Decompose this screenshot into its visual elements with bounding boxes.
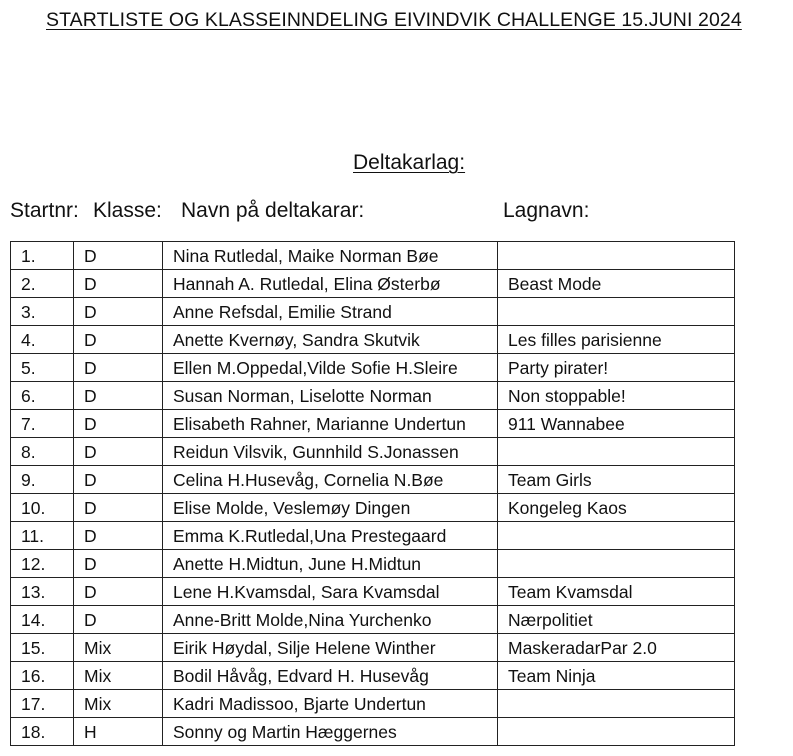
start-number-cell: 2. bbox=[11, 270, 74, 298]
class-cell: D bbox=[74, 550, 163, 578]
class-cell: D bbox=[74, 438, 163, 466]
start-list-table bbox=[10, 241, 735, 746]
table-row bbox=[11, 326, 735, 354]
participant-names-cell: Nina Rutledal, Maike Norman Bøe bbox=[163, 242, 498, 270]
table-row bbox=[11, 662, 735, 690]
team-name-cell: Party pirater! bbox=[498, 354, 735, 382]
participant-names-cell: Elise Molde, Veslemøy Dingen bbox=[163, 494, 498, 522]
start-number-cell: 17. bbox=[11, 690, 74, 718]
team-name-cell: Kongeleg Kaos bbox=[498, 494, 735, 522]
start-number-cell: 12. bbox=[11, 550, 74, 578]
team-name-cell: Team Kvamsdal bbox=[498, 578, 735, 606]
table-row bbox=[11, 354, 735, 382]
class-cell: D bbox=[74, 270, 163, 298]
table-row bbox=[11, 550, 735, 578]
class-cell: D bbox=[74, 354, 163, 382]
start-number-cell: 11. bbox=[11, 522, 74, 550]
start-number-cell: 4. bbox=[11, 326, 74, 354]
table-row bbox=[11, 242, 735, 270]
start-number-cell: 9. bbox=[11, 466, 74, 494]
class-cell: D bbox=[74, 410, 163, 438]
team-name-cell: Les filles parisienne bbox=[498, 326, 735, 354]
column-heading-lagnavn: Lagnavn: bbox=[503, 199, 590, 222]
participant-names-cell: Celina H.Husevåg, Cornelia N.Bøe bbox=[163, 466, 498, 494]
column-heading-navn: Navn på deltakarar: bbox=[181, 199, 365, 222]
class-cell: D bbox=[74, 466, 163, 494]
participant-names-cell: Ellen M.Oppedal,Vilde Sofie H.Sleire bbox=[163, 354, 498, 382]
participant-names-cell: Elisabeth Rahner, Marianne Undertun bbox=[163, 410, 498, 438]
participant-names-cell: Kadri Madissoo, Bjarte Undertun bbox=[163, 690, 498, 718]
team-name-cell bbox=[498, 298, 735, 326]
table-row bbox=[11, 606, 735, 634]
class-cell: D bbox=[74, 326, 163, 354]
participant-names-cell: Anette H.Midtun, June H.Midtun bbox=[163, 550, 498, 578]
table-row bbox=[11, 410, 735, 438]
class-cell: D bbox=[74, 298, 163, 326]
table-row bbox=[11, 382, 735, 410]
start-number-cell: 5. bbox=[11, 354, 74, 382]
class-cell: Mix bbox=[74, 662, 163, 690]
team-name-cell: Nærpolitiet bbox=[498, 606, 735, 634]
table-row bbox=[11, 634, 735, 662]
participant-names-cell: Anne-Britt Molde,Nina Yurchenko bbox=[163, 606, 498, 634]
table-row bbox=[11, 718, 735, 746]
table-row bbox=[11, 578, 735, 606]
table-row bbox=[11, 466, 735, 494]
table-row bbox=[11, 438, 735, 466]
participant-names-cell: Emma K.Rutledal,Una Prestegaard bbox=[163, 522, 498, 550]
team-name-cell bbox=[498, 522, 735, 550]
document-title: STARTLISTE OG KLASSEINNDELING EIVINDVIK CHALLENGE 15.JUNI 2024 bbox=[46, 9, 742, 31]
team-name-cell: 911 Wannabee bbox=[498, 410, 735, 438]
participant-names-cell: Hannah A. Rutledal, Elina Østerbø bbox=[163, 270, 498, 298]
participant-names-cell: Eirik Høydal, Silje Helene Winther bbox=[163, 634, 498, 662]
section-heading: Deltakarlag: bbox=[353, 151, 466, 174]
table-row bbox=[11, 270, 735, 298]
start-number-cell: 14. bbox=[11, 606, 74, 634]
table-row bbox=[11, 690, 735, 718]
team-name-cell: MaskeradarPar 2.0 bbox=[498, 634, 735, 662]
start-number-cell: 8. bbox=[11, 438, 74, 466]
class-cell: D bbox=[74, 578, 163, 606]
team-name-cell bbox=[498, 438, 735, 466]
column-heading-klasse: Klasse: bbox=[93, 199, 162, 222]
column-heading-startnr: Startnr: bbox=[10, 199, 79, 222]
start-number-cell: 13. bbox=[11, 578, 74, 606]
participant-names-cell: Sonny og Martin Hæggernes bbox=[163, 718, 498, 746]
class-cell: D bbox=[74, 494, 163, 522]
team-name-cell bbox=[498, 242, 735, 270]
start-number-cell: 1. bbox=[11, 242, 74, 270]
start-number-cell: 7. bbox=[11, 410, 74, 438]
team-name-cell bbox=[498, 550, 735, 578]
participant-names-cell: Anette Kvernøy, Sandra Skutvik bbox=[163, 326, 498, 354]
class-cell: Mix bbox=[74, 634, 163, 662]
participant-names-cell: Bodil Håvåg, Edvard H. Husevåg bbox=[163, 662, 498, 690]
table-row bbox=[11, 494, 735, 522]
participant-names-cell: Susan Norman, Liselotte Norman bbox=[163, 382, 498, 410]
class-cell: D bbox=[74, 242, 163, 270]
start-number-cell: 18. bbox=[11, 718, 74, 746]
participant-names-cell: Reidun Vilsvik, Gunnhild S.Jonassen bbox=[163, 438, 498, 466]
table-row bbox=[11, 298, 735, 326]
class-cell: D bbox=[74, 522, 163, 550]
team-name-cell bbox=[498, 718, 735, 746]
table-row bbox=[11, 522, 735, 550]
team-name-cell: Team Ninja bbox=[498, 662, 735, 690]
team-name-cell: Non stoppable! bbox=[498, 382, 735, 410]
team-name-cell bbox=[498, 690, 735, 718]
class-cell: D bbox=[74, 382, 163, 410]
start-number-cell: 15. bbox=[11, 634, 74, 662]
participant-names-cell: Lene H.Kvamsdal, Sara Kvamsdal bbox=[163, 578, 498, 606]
class-cell: Mix bbox=[74, 690, 163, 718]
team-name-cell: Beast Mode bbox=[498, 270, 735, 298]
start-number-cell: 16. bbox=[11, 662, 74, 690]
class-cell: H bbox=[74, 718, 163, 746]
start-number-cell: 6. bbox=[11, 382, 74, 410]
start-number-cell: 10. bbox=[11, 494, 74, 522]
start-number-cell: 3. bbox=[11, 298, 74, 326]
participant-names-cell: Anne Refsdal, Emilie Strand bbox=[163, 298, 498, 326]
team-name-cell: Team Girls bbox=[498, 466, 735, 494]
class-cell: D bbox=[74, 606, 163, 634]
start-list-body bbox=[11, 242, 735, 746]
